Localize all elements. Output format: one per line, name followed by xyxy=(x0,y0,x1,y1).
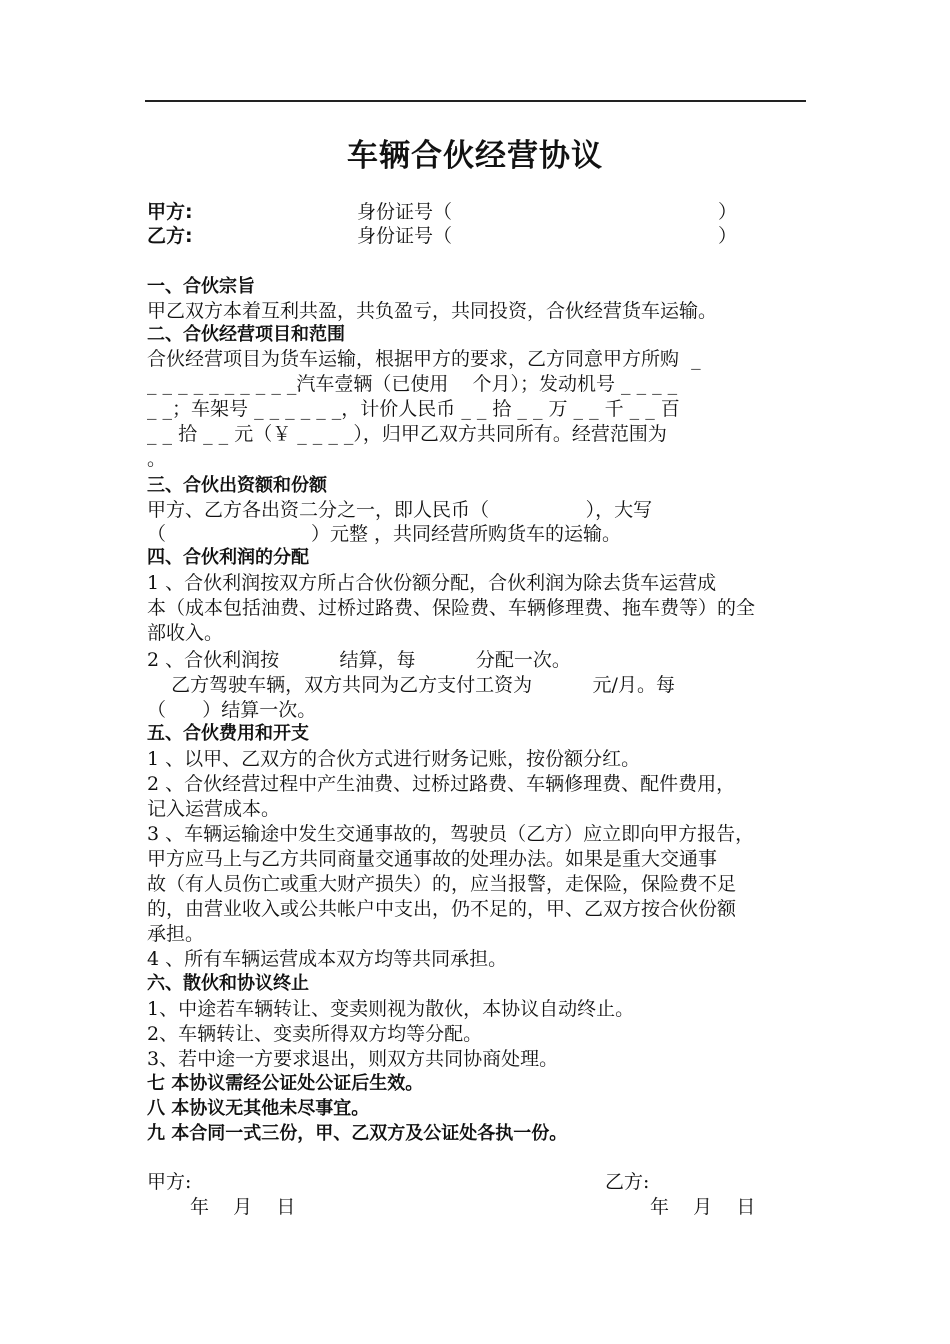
body-line: 甲方、乙方各出资二分之一，即人民币（ ），大写 xyxy=(147,499,653,521)
body-line: 承担。 xyxy=(147,923,205,945)
section-heading-expenses: 五、合伙费用和开支 xyxy=(147,723,309,744)
party-a-id-close: ） xyxy=(718,201,738,223)
signature-party-b-label: 乙方: xyxy=(605,1171,650,1193)
party-a-label: 甲方: xyxy=(147,201,193,223)
body-line: （ ）元整 ，共同经营所购货车的运输。 xyxy=(147,523,621,545)
party-b-id-close: ） xyxy=(718,225,738,247)
body-line: _ _ _ _ _ _ _ _ _ _汽车壹辆（已使用 个月）；发动机号 _ _ _ _ xyxy=(147,373,678,395)
party-b-label: 乙方: xyxy=(147,225,193,247)
body-line: 2 、合伙利润按 结算，每 分配一次。 xyxy=(147,649,571,671)
body-line: 甲方应马上与乙方共同商量交通事故的处理办法。如果是重大交通事 xyxy=(147,848,718,870)
body-line: 合伙经营项目为货车运输，根据甲方的要求，乙方同意甲方所购 _ xyxy=(147,348,701,370)
section-heading-purpose: 一、合伙宗旨 xyxy=(147,276,255,297)
signature-party-a-label: 甲方: xyxy=(147,1171,192,1193)
body-line: _ _ 拾 _ _ 元（￥ _ _ _ _），归甲乙双方共同所有。经营范围为 xyxy=(147,423,667,445)
signature-date-b: 年 月 日 xyxy=(650,1196,756,1218)
body-line: 1、中途若车辆转让、变卖则视为散伙，本协议自动终止。 xyxy=(147,998,635,1020)
body-line: 甲乙双方本着互利共盈，共负盈亏，共同投资，合伙经营货车运输。 xyxy=(147,300,718,322)
section-heading-termination: 六、散伙和协议终止 xyxy=(147,973,309,994)
header-rule xyxy=(145,100,806,102)
body-line: 乙方驾驶车辆，双方共同为乙方支付工资为 元/月。每 xyxy=(147,674,675,696)
section-heading-scope: 二、合伙经营项目和范围 xyxy=(147,324,345,345)
body-line: _ _；车架号 _ _ _ _ _ _，计价人民币 _ _ 拾 _ _ 万 _ _ 千 _ _ 百 xyxy=(147,398,680,420)
document-title: 车辆合伙经营协议 xyxy=(347,138,603,174)
clause-nine: 九 本合同一式三份，甲、乙双方及公证处各执一份。 xyxy=(147,1123,568,1144)
body-line: 2、车辆转让、变卖所得双方均等分配。 xyxy=(147,1023,483,1045)
body-line: 4 、所有车辆运营成本双方均等共同承担。 xyxy=(147,948,508,970)
body-line: 本（成本包括油费、过桥过路费、保险费、车辆修理费、拖车费等）的全 xyxy=(147,597,756,619)
body-line: 部收入。 xyxy=(147,622,224,644)
body-line: 1 、以甲、乙双方的合伙方式进行财务记账，按份额分红。 xyxy=(147,748,641,770)
body-line: 3 、车辆运输途中发生交通事故的，驾驶员（乙方）应立即向甲方报告， xyxy=(147,823,755,845)
body-line: 的，由营业收入或公共帐户中支出，仍不足的，甲、乙双方按合伙份额 xyxy=(147,898,737,920)
signature-date-a: 年 月 日 xyxy=(190,1196,296,1218)
body-line: 3、若中途一方要求退出，则双方共同协商处理。 xyxy=(147,1048,559,1070)
clause-seven: 七 本协议需经公证处公证后生效。 xyxy=(147,1073,424,1094)
body-line: 2 、合伙经营过程中产生油费、过桥过路费、车辆修理费、配件费用， xyxy=(147,773,736,795)
body-line: 1 、合伙利润按双方所占合伙份额分配，合伙利润为除去货车运营成 xyxy=(147,572,717,594)
section-heading-profit: 四、合伙利润的分配 xyxy=(147,547,309,568)
party-a-id-label: 身份证号（ xyxy=(357,201,453,223)
clause-eight: 八 本协议无其他未尽事宜。 xyxy=(147,1098,370,1119)
body-line: 故（有人员伤亡或重大财产损失）的，应当报警，走保险，保险费不足 xyxy=(147,873,737,895)
party-b-id-label: 身份证号（ xyxy=(357,225,453,247)
section-heading-capital: 三、合伙出资额和份额 xyxy=(147,475,327,496)
body-line: （ ）结算一次。 xyxy=(147,699,317,721)
body-line: 。 xyxy=(147,448,167,470)
body-line: 记入运营成本。 xyxy=(147,798,281,820)
